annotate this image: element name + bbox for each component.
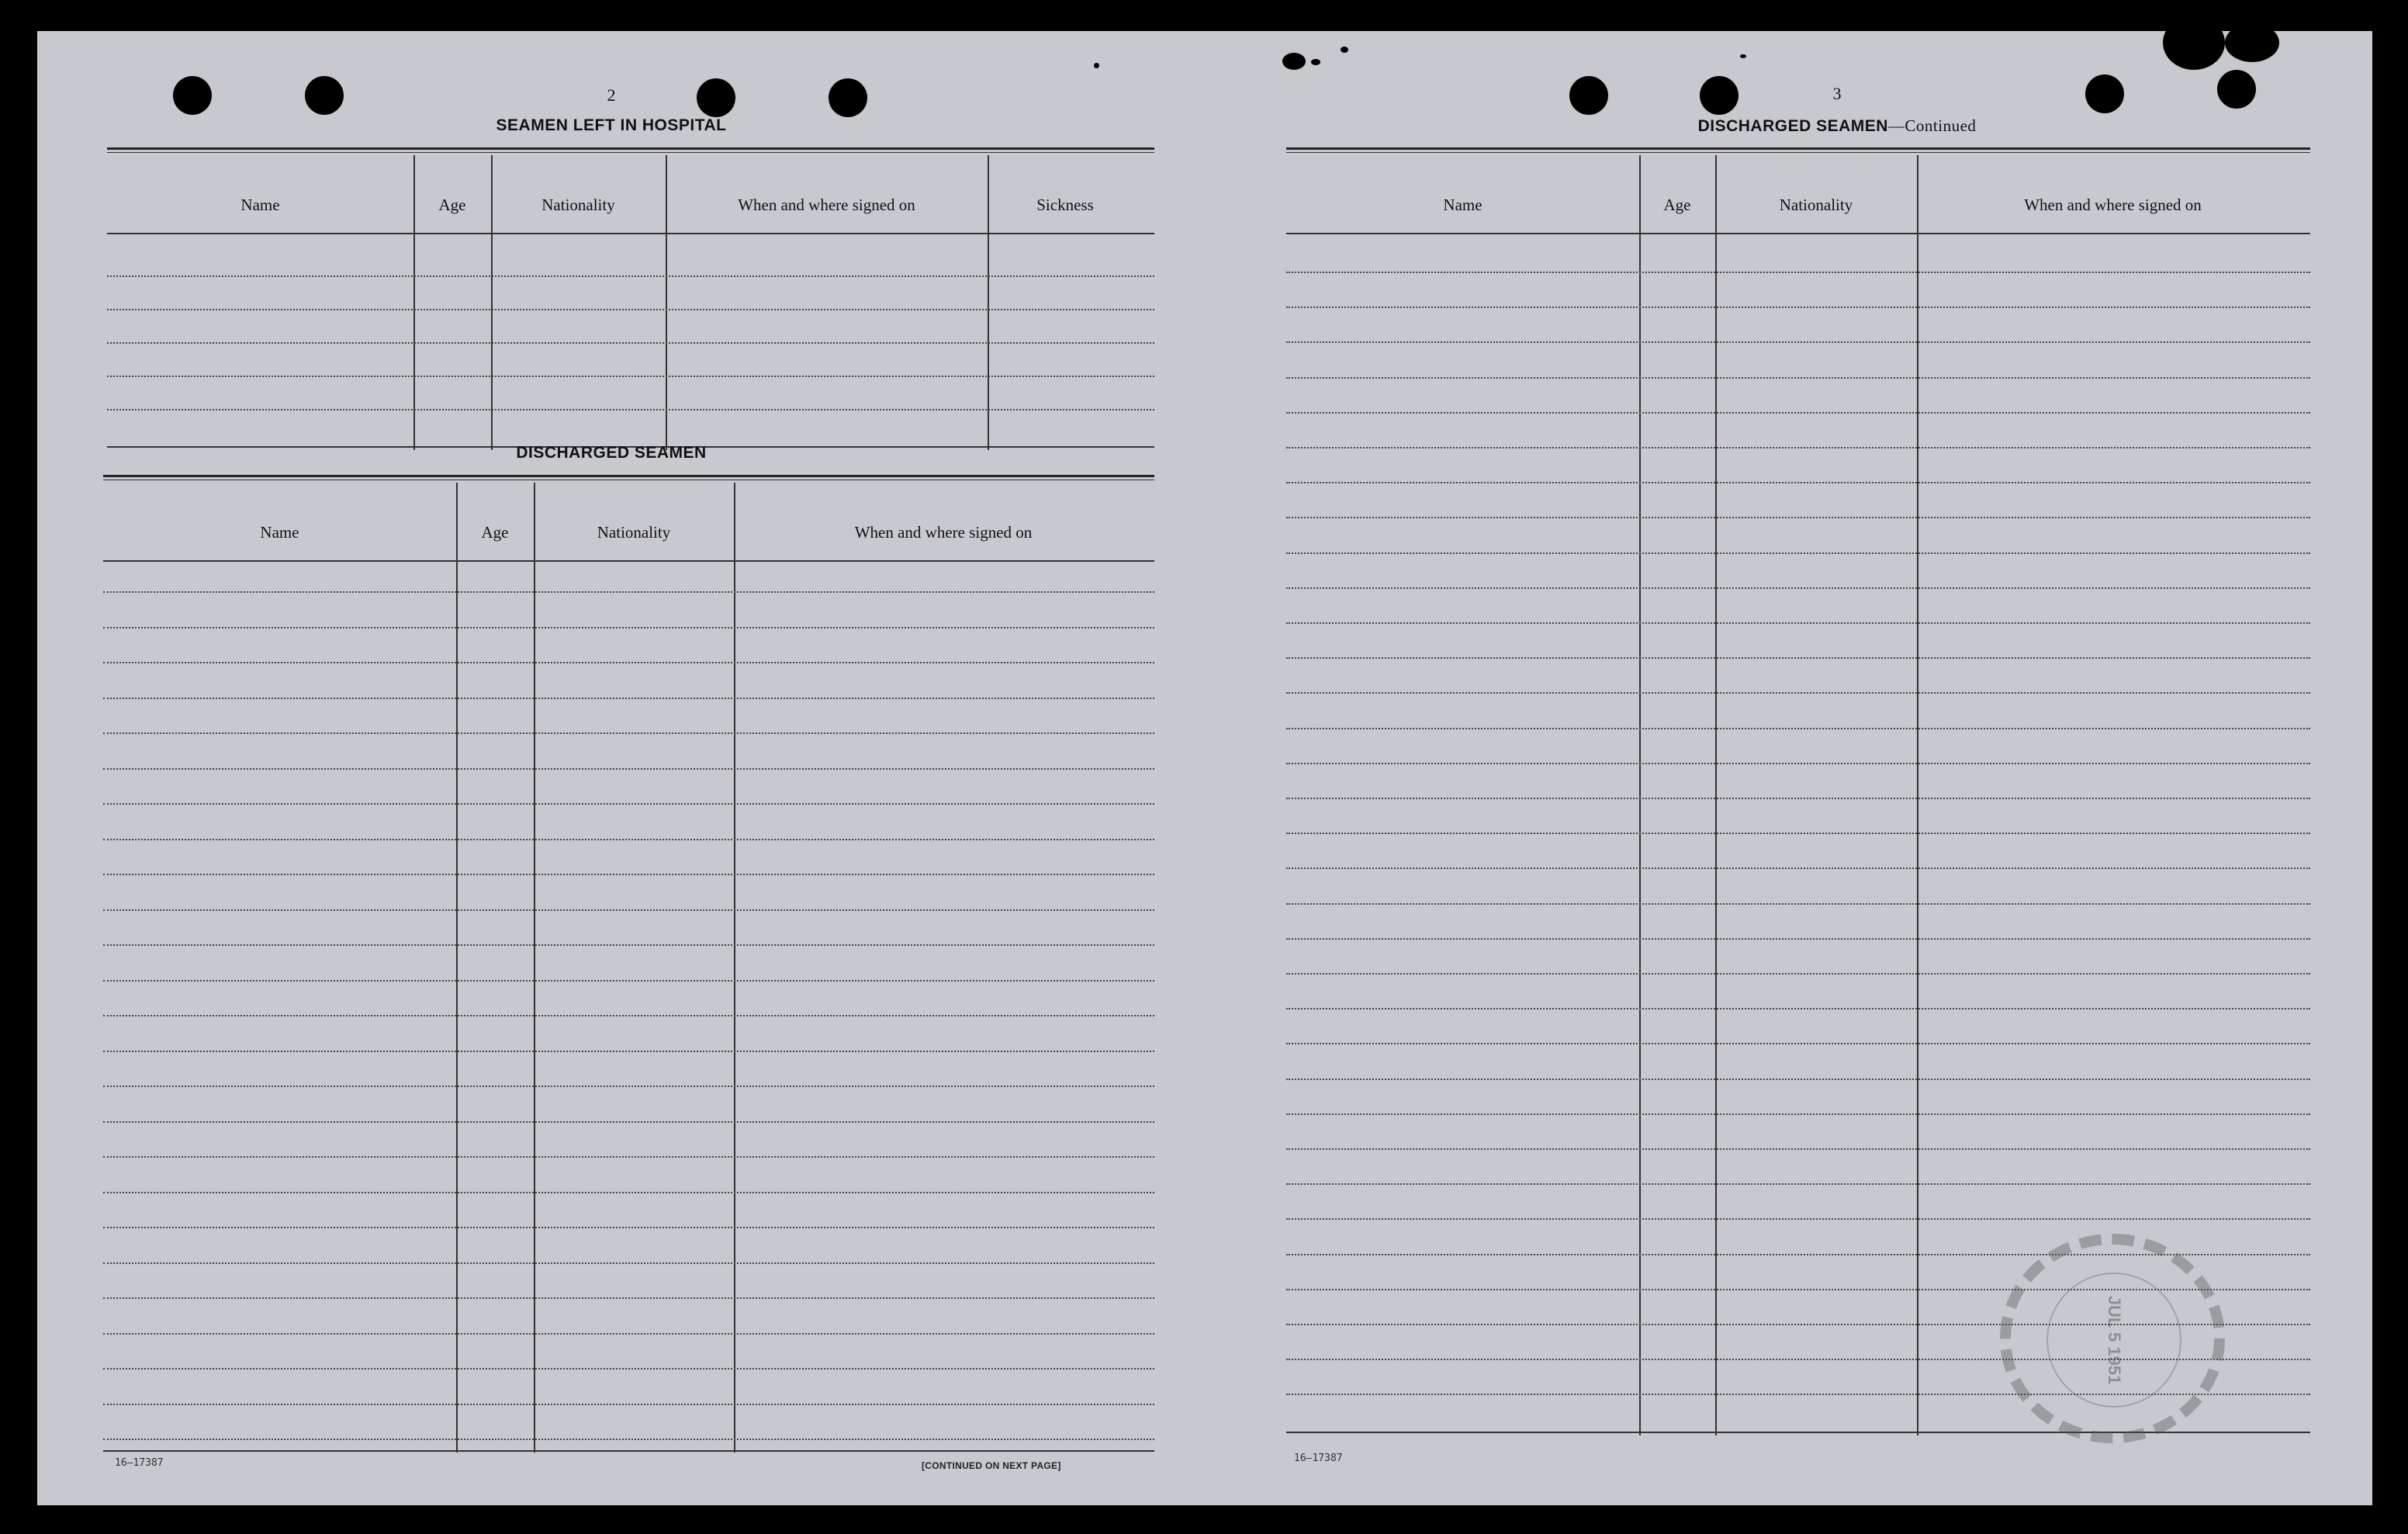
table-bottom-rule: [103, 1450, 1154, 1452]
entry-line: [1286, 377, 2310, 379]
hospital-section-title: SEAMEN LEFT IN HOSPITAL: [496, 116, 727, 134]
entry-line: [103, 732, 1154, 734]
entry-line: [107, 342, 1154, 344]
column-divider: [413, 155, 415, 450]
entry-line: [103, 1439, 1154, 1440]
entry-line: [103, 662, 1154, 663]
column-header-nationality: Nationality: [541, 196, 615, 214]
entry-line: [1286, 903, 2310, 905]
column-header-sickness: Sickness: [1036, 196, 1094, 214]
entry-line: [103, 1297, 1154, 1299]
discharged-table: [103, 483, 1154, 1453]
entry-line: [103, 1333, 1154, 1335]
column-header-age: Age: [438, 196, 466, 214]
entry-line: [1286, 763, 2310, 764]
column-header-nationality: Nationality: [1779, 196, 1853, 214]
form-code: 16—17387: [1294, 1453, 1343, 1464]
entry-line: [1286, 657, 2310, 659]
entry-line: [1286, 1079, 2310, 1080]
column-divider: [734, 483, 735, 1453]
entry-line: [1286, 1148, 2310, 1150]
entry-line: [103, 627, 1154, 628]
entry-line: [1286, 728, 2310, 729]
entry-line: [1286, 622, 2310, 624]
header-rule: [1286, 233, 2310, 234]
column-header-age: Age: [1663, 196, 1691, 214]
entry-line: [103, 1086, 1154, 1087]
entry-line: [107, 376, 1154, 377]
entry-line: [1286, 306, 2310, 308]
column-divider: [456, 483, 458, 1453]
entry-line: [1286, 973, 2310, 975]
column-header-nationality: Nationality: [597, 523, 671, 542]
entry-line: [107, 409, 1154, 410]
entry-line: [1286, 1218, 2310, 1220]
column-divider: [1917, 155, 1918, 1435]
header-rule: [107, 233, 1154, 234]
discharged-section-title: DISCHARGED SEAMEN: [516, 444, 707, 462]
discharged-continued-title: [1597, 116, 2078, 136]
entry-line: [103, 1262, 1154, 1264]
entry-line: [1286, 938, 2310, 940]
header-rule: [103, 560, 1154, 562]
entry-line: [103, 874, 1154, 875]
entry-line: [103, 1368, 1154, 1370]
column-divider: [988, 155, 989, 450]
column-header-name: Name: [1443, 196, 1483, 214]
column-header-age: Age: [481, 523, 509, 542]
entry-line: [1286, 412, 2310, 414]
title-rule: [107, 147, 1154, 153]
entry-line: [107, 309, 1154, 310]
entry-line: [1286, 798, 2310, 799]
column-divider: [491, 155, 493, 450]
entry-line: [1286, 833, 2310, 834]
entry-line: [1286, 1113, 2310, 1115]
entry-line: [103, 1121, 1154, 1123]
entry-line: [1286, 867, 2310, 869]
form-code: 16—17387: [115, 1457, 164, 1469]
entry-line: [1286, 692, 2310, 694]
entry-line: [1286, 1183, 2310, 1185]
entry-line: [107, 275, 1154, 277]
column-header-signed-on: When and where signed on: [738, 196, 915, 214]
entry-line: [103, 1404, 1154, 1405]
page-number: 2: [607, 85, 616, 105]
hospital-table: [107, 155, 1154, 450]
column-header-signed-on: When and where signed on: [2024, 196, 2202, 214]
form-sheet: [37, 31, 2372, 1505]
entry-line: [1286, 1043, 2310, 1044]
entry-line: [1286, 482, 2310, 483]
entry-line: [103, 1227, 1154, 1228]
column-header-signed-on: When and where signed on: [854, 523, 1033, 542]
column-divider: [1639, 155, 1641, 1435]
column-divider: [666, 155, 667, 450]
left-page: [37, 31, 1201, 1505]
title-rule: [1286, 147, 2310, 153]
continued-note: [CONTINUED ON NEXT PAGE]: [922, 1460, 1061, 1471]
entry-line: [103, 803, 1154, 805]
entry-line: [103, 1015, 1154, 1016]
entry-line: [103, 980, 1154, 982]
entry-line: [103, 1192, 1154, 1193]
entry-line: [103, 768, 1154, 770]
entry-line: [103, 698, 1154, 699]
section-title-text: DISCHARGED SEAMEN: [1697, 117, 1888, 135]
column-divider: [1715, 155, 1717, 1435]
entry-line: [103, 1156, 1154, 1158]
entry-line: [103, 944, 1154, 946]
title-rule: [103, 475, 1154, 480]
section-title-suffix: —Continued: [1887, 116, 1977, 135]
entry-line: [1286, 552, 2310, 554]
entry-line: [1286, 272, 2310, 273]
received-stamp: [2000, 1234, 2225, 1443]
entry-line: [1286, 447, 2310, 448]
entry-line: [1286, 341, 2310, 343]
column-divider: [534, 483, 535, 1453]
entry-line: [1286, 517, 2310, 518]
entry-line: [103, 909, 1154, 911]
entry-line: [103, 591, 1154, 593]
entry-line: [103, 1051, 1154, 1052]
entry-line: [1286, 1008, 2310, 1009]
column-header-name: Name: [240, 196, 280, 214]
entry-line: [103, 839, 1154, 840]
column-header-name: Name: [260, 523, 299, 542]
page-number: 3: [1832, 84, 1842, 103]
entry-line: [1286, 587, 2310, 589]
stamp-date: JUL 5 1951: [2046, 1273, 2181, 1408]
